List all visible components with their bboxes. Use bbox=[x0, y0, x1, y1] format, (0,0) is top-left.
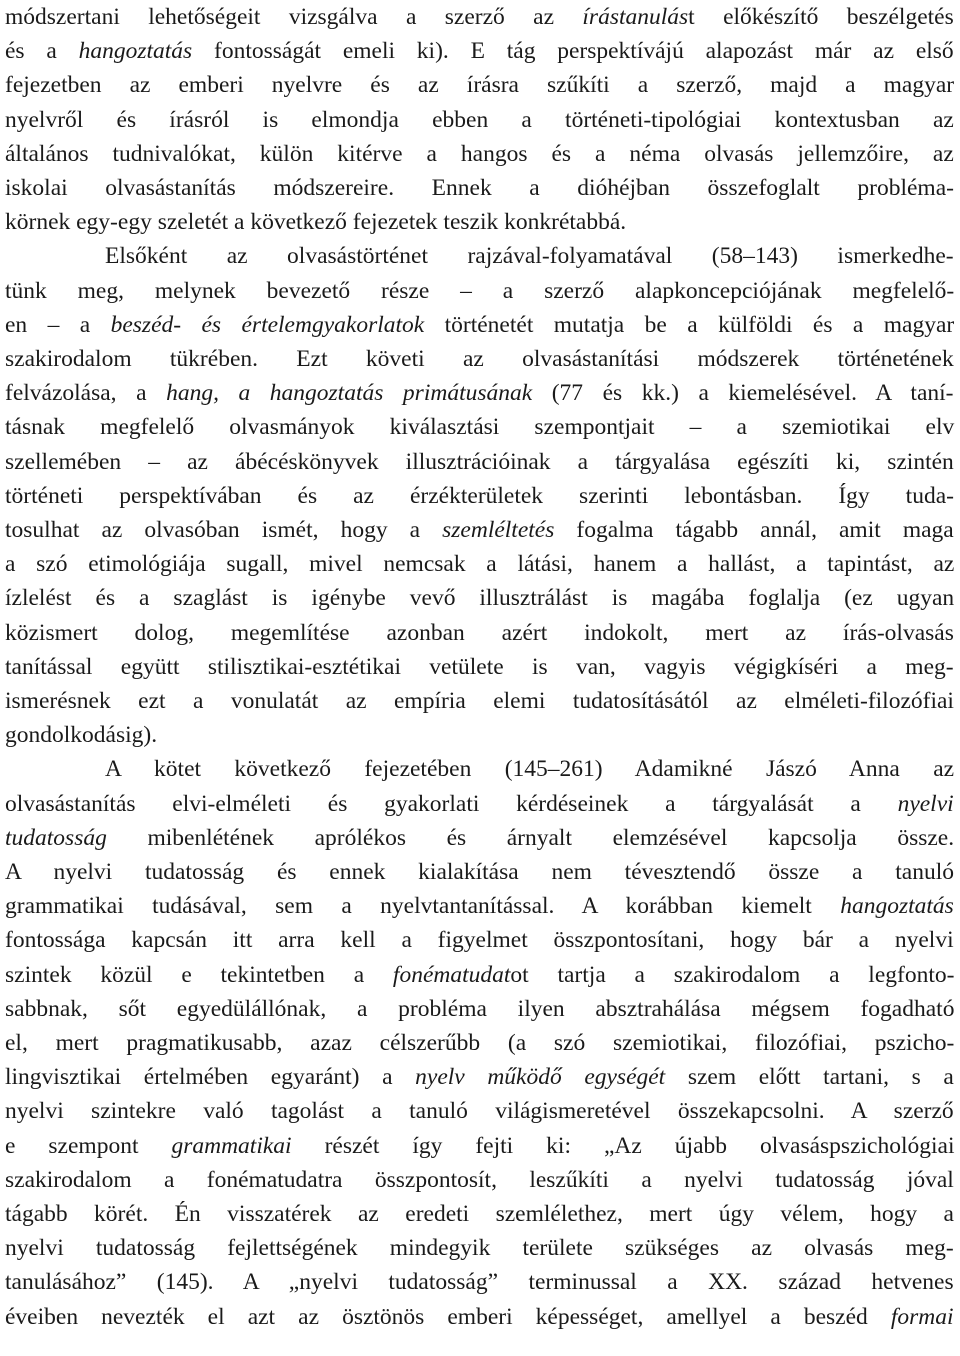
text-run: közismert dolog, megemlítése azonban azért indokolt, mert az írás-olvasás bbox=[5, 619, 954, 646]
text-line bbox=[5, 1028, 954, 1059]
text-line bbox=[5, 857, 954, 888]
text-run: tanítással együtt stilisztikai-esztétikai vetülete is van, vagyis végigkíséri a meg- bbox=[5, 653, 954, 680]
text-run: ismerésnek ezt a vonulatát az empíria elemi tudatosításától az elméleti-filozófiai bbox=[5, 688, 954, 714]
text-line bbox=[5, 139, 954, 170]
text-line bbox=[5, 994, 954, 1025]
text-line bbox=[5, 891, 954, 922]
text-run: Elsőként az olvasástörténet rajzával-folyamatával (58–143) ismerkedhe- bbox=[105, 243, 954, 270]
text-run: tásnak megfelelő olvasmányok kiválasztási szempontjait – a szemiotikai elv bbox=[5, 414, 955, 441]
text-line bbox=[5, 378, 954, 409]
text-line bbox=[5, 412, 954, 443]
text-run: szintek közül e tekintetben a bbox=[5, 961, 393, 988]
text-line bbox=[5, 618, 954, 649]
text-line bbox=[5, 276, 954, 307]
text-line bbox=[5, 1233, 954, 1264]
text-run: tanulásához” (145). A „nyelvi tudatosság” terminussal a XX. század hetvenes bbox=[5, 1269, 954, 1296]
text-line bbox=[5, 1165, 954, 1196]
text-run: és a bbox=[5, 38, 79, 65]
text-line bbox=[5, 1302, 954, 1333]
emphasized-text: hang, a hangoztatás primátusának bbox=[166, 380, 533, 407]
text-run: A kötet következő fejezetében (145–261) Adamikné Jászó Anna az bbox=[105, 756, 955, 783]
text-run: fogalma tágabb annál, amit maga bbox=[554, 517, 954, 543]
text-run: fontosságát emeli ki). E tág perspektívájú alapozást már az első bbox=[192, 38, 954, 65]
text-run: nyelvi szintekre való tagolást a tanuló világismeretével összekapcsolni. A szerző bbox=[5, 1098, 954, 1125]
text-run: nyelvi tudatosság fejlettségének mindegyik területe szükséges az olvasás meg- bbox=[5, 1235, 954, 1262]
text-line bbox=[5, 1096, 954, 1127]
text-run: iskolai olvasástanítás módszereire. Ennek a dióhéjban összefoglalt probléma- bbox=[5, 175, 954, 201]
text-line bbox=[5, 310, 954, 341]
text-run: tünk meg, melynek bevezető része – a szerző alapkoncepciójának megfelelő- bbox=[5, 277, 955, 304]
text-run: ízlelést és a szaglást is igénybe vevő illusztrálást is magába foglalja (ez ugyan bbox=[5, 585, 955, 612]
text-run: mibenlétének aprólékos és árnyalt elemzésével kapcsolja össze. bbox=[106, 824, 955, 851]
text-run: tosulhat az olvasóban ismét, hogy a bbox=[5, 517, 443, 543]
emphasized-text: fonématudat bbox=[392, 961, 511, 988]
text-run: (77 és kk.) a kiemelésével. A taní- bbox=[532, 380, 954, 407]
text-run: nyelvről és írásról is elmondja ebben a történeti-tipológiai kontextusban az bbox=[5, 106, 954, 133]
text-line bbox=[5, 1131, 954, 1162]
text-run: olvasástanítás elvi-elméleti és gyakorlati kérdéseinek a tárgyalását a bbox=[5, 790, 898, 817]
emphasized-text: nyelv működő egységét bbox=[415, 1064, 666, 1091]
text-run: történetét mutatja be a külföldi és a magyar bbox=[424, 311, 955, 338]
text-line bbox=[5, 70, 954, 101]
emphasized-text: hangoztatás bbox=[840, 893, 954, 920]
text-run: módszertani lehetőségeit vizsgálva a szerző az bbox=[5, 4, 583, 30]
text-line bbox=[5, 720, 157, 751]
text-run: a szó etimológiája sugall, mivel nemcsak a látási, hanem a hallást, a tapintást, az bbox=[5, 551, 955, 578]
text-run: e szempont bbox=[5, 1132, 172, 1159]
text-run: lingvisztikai értelmében egyaránt) a bbox=[5, 1064, 416, 1091]
text-line bbox=[5, 36, 954, 67]
text-line bbox=[5, 515, 954, 546]
emphasized-text: írástanulás bbox=[582, 4, 689, 30]
text-run: grammatikai tudásával, sem a nyelvtantanítással. A korábban kiemelt bbox=[5, 893, 841, 920]
text-line bbox=[5, 652, 954, 683]
text-run: t előkészítő beszélgetés bbox=[688, 4, 954, 30]
text-run: szakirodalom tükrében. Ezt követi az olvasástanítási módszerek történetének bbox=[5, 346, 954, 372]
text-line bbox=[5, 1062, 954, 1093]
text-line bbox=[5, 481, 954, 512]
emphasized-text: tudatosság bbox=[5, 824, 107, 851]
text-line bbox=[5, 207, 626, 238]
text-line bbox=[5, 2, 954, 33]
text-line bbox=[5, 447, 954, 478]
emphasized-text: grammatikai bbox=[171, 1132, 292, 1159]
emphasized-text: formai bbox=[890, 1303, 954, 1330]
text-line bbox=[105, 754, 954, 785]
text-run: történeti perspektívában és az érzékterületek szerinti lebontásban. Így tuda- bbox=[5, 482, 954, 509]
text-line bbox=[5, 925, 954, 956]
text-run: szellemében – az ábécéskönyvek illusztrációinak a tárgyalása egészíti ki, szintén bbox=[5, 448, 954, 475]
text-run: ot tartja a szakirodalom a legfonto- bbox=[510, 961, 955, 988]
text-line bbox=[5, 105, 954, 136]
text-run: fejezetben az emberi nyelvre és az írásra szűkíti a szerző, majd a magyar bbox=[5, 72, 955, 99]
text-line bbox=[5, 173, 954, 204]
text-run: tágabb körét. Én visszatérek az eredeti szemlélethez, mert úgy vélem, hogy a bbox=[5, 1201, 954, 1227]
text-line bbox=[5, 549, 954, 580]
text-run: felvázolása, a bbox=[5, 380, 167, 407]
text-run: körnek egy-egy szeletét a következő fejezetek teszik konkrétabbá. bbox=[5, 209, 627, 236]
text-run: fontossága kapcsán itt arra kell a figyelmet összpontosítani, hogy bár a nyelvi bbox=[5, 927, 954, 954]
emphasized-text: szemléltetés bbox=[442, 517, 555, 543]
text-line bbox=[105, 241, 954, 272]
text-line bbox=[5, 823, 954, 854]
text-run: en – a bbox=[5, 311, 111, 338]
text-run: sabbnak, sőt egyedülállónak, a probléma ilyen absztrahálása mégsem fogadható bbox=[5, 995, 955, 1022]
text-run: szakirodalom a fonématudatra összpontosít, leszűkíti a nyelvi tudatosság jóval bbox=[5, 1166, 954, 1193]
text-line bbox=[5, 686, 954, 717]
emphasized-text: nyelvi bbox=[897, 790, 954, 817]
emphasized-text: beszéd- és értelemgyakorlatok bbox=[110, 311, 425, 338]
text-line bbox=[5, 344, 954, 375]
text-line bbox=[5, 1199, 954, 1230]
text-line bbox=[5, 789, 954, 820]
text-line bbox=[5, 1267, 954, 1298]
text-run: szem előtt tartani, s a bbox=[665, 1064, 954, 1091]
text-run: A nyelvi tudatosság és ennek kialakítása nem tévesztendő össze a tanuló bbox=[5, 859, 954, 885]
text-line bbox=[5, 583, 954, 614]
text-run: részét így fejti ki: „Az újabb olvasáspszichológiai bbox=[291, 1132, 955, 1159]
text-run: gondolkodásig). bbox=[5, 722, 158, 749]
emphasized-text: hangoztatás bbox=[78, 38, 193, 65]
text-run: el, mert pragmatikusabb, azaz célszerűbb (a szó szemiotikai, filozófiai, pszicho- bbox=[5, 1030, 955, 1056]
text-line bbox=[5, 960, 954, 991]
text-run: éveiben nevezték el azt az ösztönös emberi képességet, amellyel a beszéd bbox=[5, 1303, 891, 1330]
text-run: általános tudnivalókat, külön kitérve a hangos és a néma olvasás jellemzőire, az bbox=[5, 140, 954, 167]
